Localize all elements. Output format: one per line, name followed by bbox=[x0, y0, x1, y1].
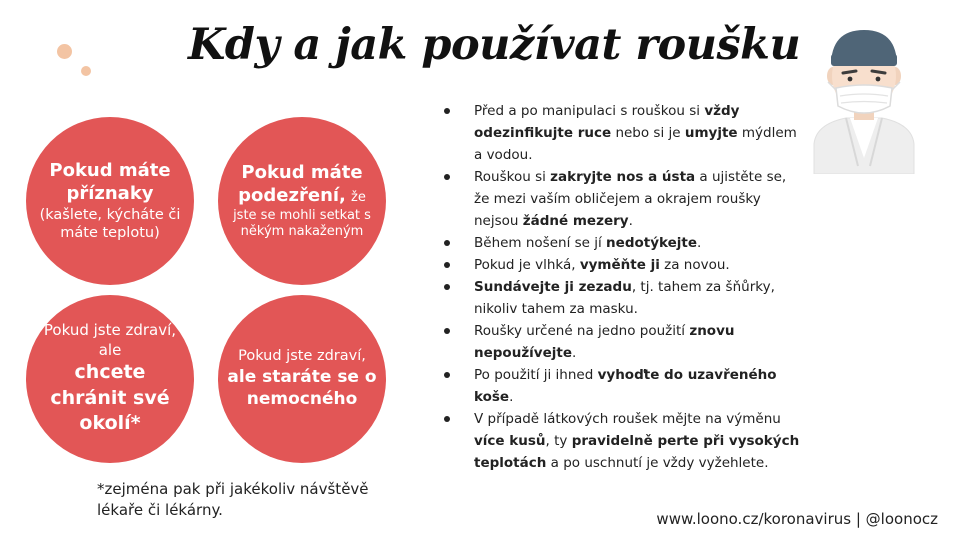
circle-heading: příznaky bbox=[66, 183, 154, 205]
circle-heading: Pokud máte bbox=[49, 159, 171, 181]
symptoms-circle bbox=[26, 117, 194, 285]
footer-link[interactable]: www.loono.cz/koronavirus | @loonocz bbox=[656, 510, 938, 528]
list-item: Rouškou si zakryjte nos a ústa a ujistěte se, že mezi vaším obličejem a okrajem roušky nejsou žádné mezery. bbox=[440, 166, 800, 232]
instructions-list bbox=[440, 100, 800, 474]
circle-text: že bbox=[351, 190, 366, 206]
doctor-with-mask-icon bbox=[806, 26, 922, 174]
circle-text: Pokud jste zdraví, bbox=[238, 348, 366, 365]
circle-text: Pokud jste zdraví, ale bbox=[43, 321, 177, 359]
healthy-protect-circle bbox=[26, 295, 194, 463]
list-item: Po použití ji ihned vyhoďte do uzavřeného koše. bbox=[440, 364, 800, 408]
list-item: V případě látkových roušek mějte na výměnu více kusů, ty pravidelně perte při vysokých teplotách a po uschnutí je vždy vyžehlete. bbox=[440, 408, 800, 474]
circle-heading: podezření, bbox=[238, 185, 346, 207]
footnote: *zejména pak při jakékoliv návštěvě lékaře či lékárny. bbox=[97, 480, 369, 519]
list-item: Sundávejte ji zezadu, tj. tahem za šňůrky, nikoliv tahem za masku. bbox=[440, 276, 800, 320]
circle-heading: ale staráte se o nemocného bbox=[227, 367, 377, 410]
list-item: Před a po manipulaci s rouškou si vždy odezinfikujte ruce nebo si je umyjte mýdlem a vodou. bbox=[440, 100, 800, 166]
suspicion-circle bbox=[218, 117, 386, 285]
caregiver-circle bbox=[218, 295, 386, 463]
page-title: Kdy a jak používat roušku bbox=[188, 20, 801, 70]
circle-heading: Pokud máte bbox=[241, 161, 363, 183]
circle-text: jste se mohli setkat s někým nakaženým bbox=[233, 207, 371, 240]
decor-dot bbox=[57, 44, 72, 59]
circle-heading: chcete chránit své okolí* bbox=[50, 361, 170, 435]
list-item: Pokud je vlhká, vyměňte ji za novou. bbox=[440, 254, 800, 276]
circle-text: (kašlete, kýcháte či máte teplotu) bbox=[39, 206, 181, 242]
list-item: Během nošení se jí nedotýkejte. bbox=[440, 232, 800, 254]
list-item: Roušky určené na jedno použití znovu nepoužívejte. bbox=[440, 320, 800, 364]
decor-dot bbox=[81, 66, 91, 76]
